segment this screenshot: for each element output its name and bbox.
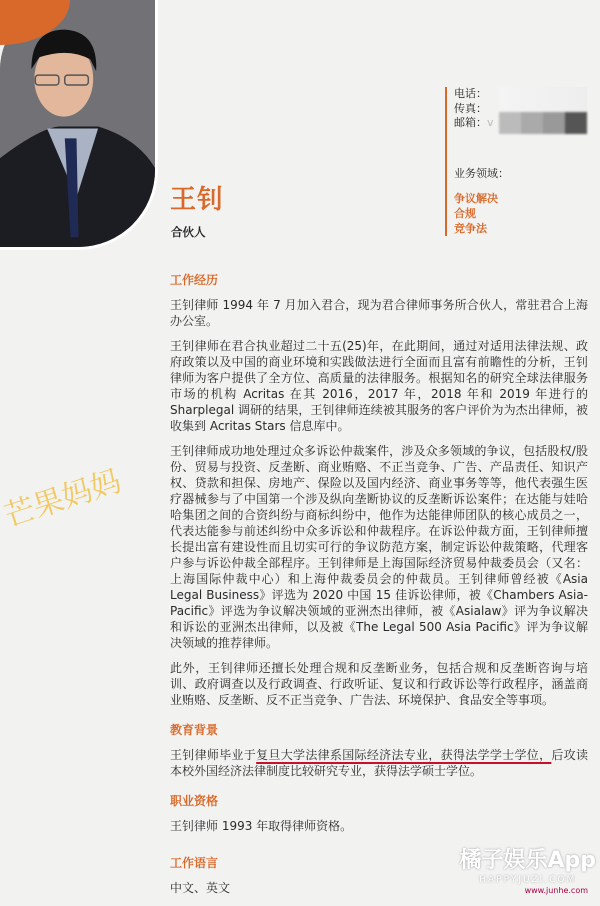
paragraph: 王钊律师 1994 年 7 月加入君合，现为君合律师事务所合伙人，常驻君合上海办公室。 (170, 298, 588, 328)
section-heading: 工作经历 (170, 273, 219, 287)
text: 王钊律师毕业于 (170, 748, 257, 762)
lawyer-name: 王钊 (170, 185, 225, 215)
practice-label: 业务领域： (454, 166, 509, 180)
paragraph: 此外，王钊律师还擅长处理合规和反垄断业务，包括合规和反垄断咨询与培训、政府调查以及行政调查、行政听证、复议和行政诉讼等行政程序，涵盖商业贿赂、反垄断、反不正当竞争、广告法、环境保护、食品安全等事项。 (170, 661, 588, 707)
underlined-text: 复旦大学法律系国际经济法专业，获得法学学士学位， (256, 748, 552, 762)
app-watermark (459, 848, 596, 886)
email-prefix: v (487, 116, 494, 129)
section-heading: 工作语言 (170, 856, 219, 870)
fax-label: 传真： (454, 101, 487, 115)
paragraph: 中文、英文 (170, 881, 231, 895)
email-label: 邮箱： (454, 116, 487, 129)
text: 后攻读本校外国经济法律制度比较研究专业，获得法学硕士学位。 (170, 748, 588, 778)
app-watermark-site: HAPPYJUZI.COM (479, 875, 577, 885)
contact-panel (445, 87, 590, 236)
watermark-group (459, 848, 596, 896)
source-watermark: www.junhe.com (524, 886, 588, 895)
paragraph: 王钊律师在君合执业超过二十五(25)年，在此期间，通过对适用法律法规、政府政策以及中国的商业环境和实践做法进行全面而且富有前瞻性的分析，王钊律师为客户提供了全方位、高质量的法律服务。根据知名的研究全球法律服务市场的机构 Acritas 在其 2016，2017 年，2018 年和 2019 年进行的 Sharplegal 调研的结果，王钊律师连续被其服务的客户评价为为杰出律师，被收集到 Acritas Stars 信息库中。 (170, 339, 588, 433)
paragraph: 王钊律师成功地处理过众多诉讼仲裁案件，涉及众多领域的争议，包括股权/股份、贸易与投资、反垄断、商业贿赂、不正当竞争、广告、产品责任、知识产权、贷款和担保、房地产、保险以及国内经济、商业事务等等，他代表强生医疗器械参与了中国第一个涉及纵向垄断协议的反垄断诉讼案件；在达能与娃哈哈集团之间的合资纠纷与商标纠纷中，他作为达能律师团队的核心成员之一，代表达能参与前述纠纷中众多诉讼和仲裁程序。在诉讼仲裁方面，王钊律师擅长提出富有建设性而且切实可行的争议防范方案，制定诉讼仲裁策略，代理客户参与诉讼仲裁全部程序。王钊律师是上海国际经济贸易仲裁委员会（又名：上海国际仲裁中心）和上海仲裁委员会的仲裁员。王钊律师曾经被《Asia Legal Business》评选为 2020 中国 15 佳诉讼律师，被《Chambers Asia-Pacific》评选为争议解决领域的亚洲杰出律师，被《Asialaw》评为争议解决和诉讼的亚洲杰出律师，以及被《The Legal 500 Asia Pacific》评为争议解决领域的推荐律师。 (170, 444, 588, 650)
language-row (170, 848, 596, 896)
profile-body (170, 272, 596, 906)
app-watermark-name: 橘子娱乐App (459, 848, 596, 873)
section-heading: 职业资格 (170, 794, 219, 808)
practice-area: 合规 (454, 206, 476, 220)
redacted-email (499, 112, 587, 134)
language-section (170, 855, 230, 896)
practice-areas (454, 191, 590, 236)
redacted-phone-fax (499, 87, 587, 111)
practice-area: 争议解决 (454, 191, 498, 205)
qualification-section (170, 793, 588, 834)
paragraph (170, 747, 588, 779)
overlay-watermark: 芒果妈妈 (0, 463, 126, 535)
education-section (170, 722, 588, 779)
profile-header (0, 0, 600, 262)
lawyer-title: 合伙人 (171, 225, 206, 239)
paragraph: 王钊律师 1993 年取得律师资格。 (170, 819, 353, 833)
practice-area: 竞争法 (454, 221, 487, 235)
work-experience-section (170, 272, 588, 708)
section-heading: 教育背景 (170, 723, 219, 737)
phone-label: 电话： (454, 87, 487, 100)
